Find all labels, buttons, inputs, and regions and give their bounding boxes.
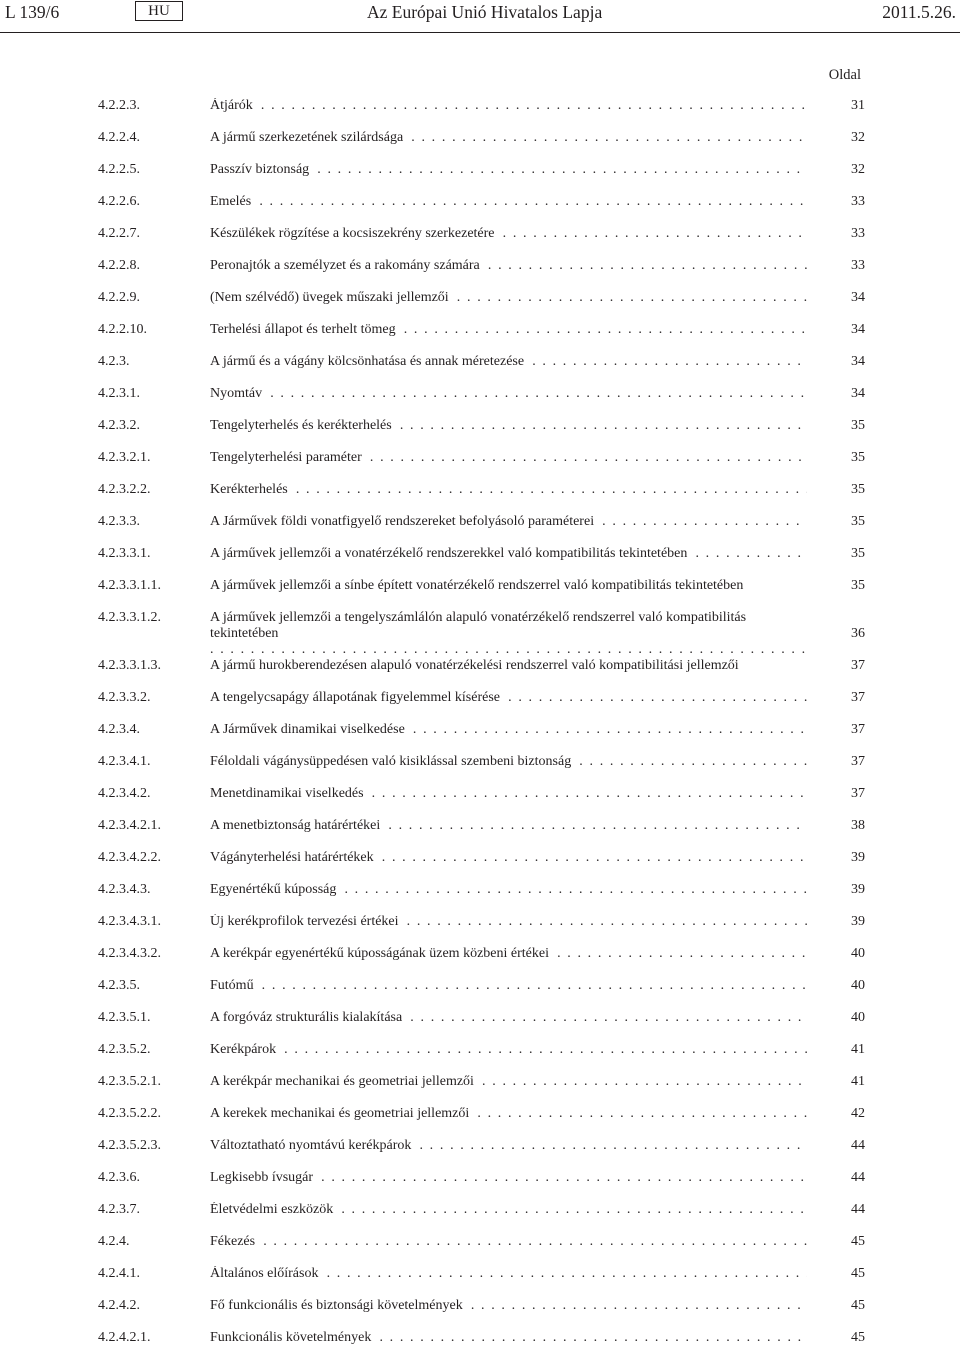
- toc-entry-page-number: 31: [851, 98, 865, 113]
- table-of-contents: [98, 90, 865, 1354]
- toc-entry-page-number: 41: [851, 1042, 865, 1057]
- toc-entry: [98, 1034, 865, 1066]
- toc-entry-title-container: [210, 354, 807, 370]
- toc-entry-number: 4.2.3.4.1.: [98, 754, 151, 769]
- toc-entry: [98, 778, 865, 810]
- page-column-heading: Oldal: [828, 67, 861, 83]
- toc-entry-number: 4.2.3.5.: [98, 978, 140, 993]
- toc-entry-page-number: 40: [851, 1010, 865, 1025]
- toc-entry-number: 4.2.3.7.: [98, 1202, 140, 1217]
- toc-entry-number: 4.2.3.5.2.: [98, 1042, 151, 1057]
- toc-entry-number: 4.2.4.2.: [98, 1298, 140, 1313]
- toc-entry-page-number: 35: [851, 514, 865, 529]
- toc-entry: [98, 154, 865, 186]
- journal-title: Az Európai Unió Hivatalos Lapja: [367, 2, 603, 22]
- toc-entry: [98, 1290, 865, 1322]
- toc-entry-title: A forgóváz strukturális kialakítása: [210, 1010, 405, 1025]
- toc-entry-title: Nyomtáv: [210, 386, 265, 401]
- toc-entry-title: A kerekek mechanikai és geometriai jellemzői: [210, 1106, 472, 1121]
- toc-entry-title: Általános előírások: [210, 1266, 321, 1281]
- toc-entry-title: Féloldali vágánysüppedésen való kisiklással szembeni biztonság: [210, 754, 574, 769]
- toc-entry: [98, 250, 865, 282]
- toc-entry-title: A járművek jellemzői a sínbe épített vonatérzékelő rendszerrel való kompatibilitás tekintetében: [210, 578, 746, 593]
- toc-entry-title-container: [210, 226, 807, 242]
- toc-entry-number: 4.2.3.4.3.1.: [98, 914, 161, 929]
- toc-entry-page-number: 37: [851, 690, 865, 705]
- toc-entry: [98, 714, 865, 746]
- toc-entry-page-number: 45: [851, 1234, 865, 1249]
- toc-entry-page-number: 38: [851, 818, 865, 833]
- toc-entry-page-number: 35: [851, 578, 865, 593]
- toc-entry-title: Funkcionális követelmények: [210, 1330, 374, 1345]
- toc-entry: [98, 1162, 865, 1194]
- toc-entry: [98, 506, 865, 538]
- toc-entry-page-number: 35: [851, 418, 865, 433]
- toc-entry-title: Tengelyterhelés és kerékterhelés: [210, 418, 395, 433]
- toc-entry-page-number: 45: [851, 1298, 865, 1313]
- toc-entry: [98, 474, 865, 506]
- toc-entry-title: Életvédelmi eszközök: [210, 1202, 336, 1217]
- toc-entry-title-container: [210, 818, 807, 834]
- toc-entry-title-container: [210, 578, 807, 594]
- toc-entry-number: 4.2.3.3.1.3.: [98, 658, 161, 673]
- toc-entry-title-container: [210, 850, 807, 866]
- toc-entry: [98, 1226, 865, 1258]
- toc-entry: [98, 810, 865, 842]
- toc-entry-page-number: 37: [851, 786, 865, 801]
- toc-entry: [98, 1194, 865, 1226]
- toc-entry-number: 4.2.3.3.2.: [98, 690, 151, 705]
- toc-entry-title-container: [210, 546, 807, 562]
- toc-entry: [98, 314, 865, 346]
- toc-entry-title: Átjárók: [210, 98, 256, 113]
- toc-entry-number: 4.2.2.8.: [98, 258, 140, 273]
- toc-entry: [98, 378, 865, 410]
- toc-entry: [98, 1098, 865, 1130]
- toc-entry-page-number: 39: [851, 882, 865, 897]
- toc-entry-title: A járművek jellemzői a tengelyszámlálón alapuló vonatérzékelő rendszerrel való kompatibilitás: [210, 610, 749, 625]
- toc-entry-number: 4.2.2.7.: [98, 226, 140, 241]
- toc-entry: [98, 538, 865, 570]
- toc-entry-number: 4.2.3.2.: [98, 418, 140, 433]
- toc-entry-title: A kerékpár egyenértékű kúposságának üzem közbeni értékei: [210, 946, 552, 961]
- toc-entry-number: 4.2.3.4.2.1.: [98, 818, 161, 833]
- toc-entry-title: Legkisebb ívsugár: [210, 1170, 316, 1185]
- toc-entry: [98, 906, 865, 938]
- toc-entry: [98, 682, 865, 714]
- toc-entry-page-number: 32: [851, 162, 865, 177]
- toc-entry-page-number: 35: [851, 482, 865, 497]
- toc-entry-page-number: 44: [851, 1138, 865, 1153]
- toc-entry-number: 4.2.3.4.3.: [98, 882, 151, 897]
- header-divider: [0, 32, 960, 33]
- toc-entry-title-container: [210, 754, 807, 770]
- toc-entry-page-number: 45: [851, 1266, 865, 1281]
- toc-entry-title: A Járművek földi vonatfigyelő rendszereket befolyásoló paraméterei: [210, 514, 597, 529]
- page-header: [0, 0, 960, 37]
- toc-entry: [98, 282, 865, 314]
- toc-entry-title: A járművek jellemzői a vonatérzékelő rendszerekkel való kompatibilitás tekintetében: [210, 546, 690, 561]
- toc-entry: [98, 602, 865, 650]
- toc-entry-title-container: [210, 690, 807, 706]
- toc-entry: [98, 842, 865, 874]
- toc-entry-title-container: [210, 1106, 807, 1122]
- toc-entry-title: (Nem szélvédő) üvegek műszaki jellemzői: [210, 290, 452, 305]
- toc-entry-title-container: [210, 1234, 807, 1250]
- toc-entry-number: 4.2.3.1.: [98, 386, 140, 401]
- toc-entry-number: 4.2.3.4.2.2.: [98, 850, 161, 865]
- toc-entry: [98, 186, 865, 218]
- toc-entry: [98, 570, 865, 602]
- toc-entry-number: 4.2.3.3.1.: [98, 546, 151, 561]
- toc-entry-title-container: [210, 322, 807, 338]
- toc-entry-title-container: [210, 290, 807, 306]
- toc-entry-page-number: 36: [851, 626, 865, 641]
- toc-entry-page-number: 37: [851, 658, 865, 673]
- toc-entry-page-number: 35: [851, 450, 865, 465]
- toc-entry-number: 4.2.3.5.2.3.: [98, 1138, 161, 1153]
- toc-entry-page-number: 39: [851, 850, 865, 865]
- toc-entry-page-number: 33: [851, 258, 865, 273]
- toc-entry-title: Kerékpárok: [210, 1042, 279, 1057]
- toc-entry-page-number: 33: [851, 194, 865, 209]
- toc-entry-title: Egyenértékű kúposság: [210, 882, 339, 897]
- toc-entry-page-number: 34: [851, 322, 865, 337]
- toc-entry-title: A Járművek dinamikai viselkedése: [210, 722, 408, 737]
- language-badge: HU: [135, 1, 183, 21]
- toc-entry-page-number: 40: [851, 978, 865, 993]
- toc-entry-title-container: [210, 1330, 807, 1346]
- toc-entry-number: 4.2.3.2.1.: [98, 450, 151, 465]
- toc-entry-title: Tengelyterhelési paraméter: [210, 450, 365, 465]
- toc-entry-title: Vágányterhelési határértékek: [210, 850, 377, 865]
- toc-entry-title: A jármű hurokberendezésen alapuló vonatérzékelési rendszerrel való kompatibilitási jellemzői: [210, 658, 742, 673]
- toc-entry: [98, 746, 865, 778]
- toc-entry-title-container: [210, 418, 807, 434]
- toc-entry-number: 4.2.3.2.2.: [98, 482, 151, 497]
- toc-entry-number: 4.2.2.6.: [98, 194, 140, 209]
- toc-entry-title-container: [210, 162, 807, 178]
- toc-entry-page-number: 37: [851, 754, 865, 769]
- toc-entry-page-number: 34: [851, 354, 865, 369]
- toc-entry-title: Menetdinamikai viselkedés: [210, 786, 367, 801]
- toc-entry-title-container: [210, 130, 807, 146]
- toc-entry-number: 4.2.3.5.1.: [98, 1010, 151, 1025]
- toc-entry-title-container: [210, 914, 807, 930]
- toc-entry-title: Futómű: [210, 978, 257, 993]
- toc-entry-title: A tengelycsapágy állapotának figyelemmel kísérése: [210, 690, 503, 705]
- toc-entry-title-container: [210, 1298, 807, 1314]
- toc-entry: [98, 1258, 865, 1290]
- toc-entry-title: A jármű szerkezetének szilárdsága: [210, 130, 406, 145]
- toc-entry: [98, 874, 865, 906]
- toc-entry-number: 4.2.3.3.1.1.: [98, 578, 161, 593]
- toc-entry-title-container: [210, 978, 807, 994]
- toc-entry-page-number: 32: [851, 130, 865, 145]
- toc-entry-title: Terhelési állapot és terhelt tömeg: [210, 322, 399, 337]
- toc-entry-number: 4.2.3.6.: [98, 1170, 140, 1185]
- toc-entry-number: 4.2.3.5.2.2.: [98, 1106, 161, 1121]
- toc-entry-page-number: 35: [851, 546, 865, 561]
- toc-entry-title-container: [210, 722, 807, 738]
- toc-entry-number: 4.2.3.3.1.2.: [98, 610, 161, 625]
- toc-entry-title: Passzív biztonság: [210, 162, 312, 177]
- toc-entry-title: Kerékterhelés: [210, 482, 291, 497]
- toc-entry-title: A kerékpár mechanikai és geometriai jellemzői: [210, 1074, 477, 1089]
- toc-entry-page-number: 34: [851, 290, 865, 305]
- toc-entry-title: Fő funkcionális és biztonsági követelmények: [210, 1298, 466, 1313]
- toc-entry-title-container: [210, 1266, 807, 1282]
- toc-entry-number: 4.2.3.3.: [98, 514, 140, 529]
- publication-date: 2011.5.26.: [882, 2, 956, 22]
- toc-entry-page-number: 33: [851, 226, 865, 241]
- page-reference: L 139/6: [5, 2, 60, 22]
- toc-entry-number: 4.2.2.5.: [98, 162, 140, 177]
- toc-entry-number: 4.2.2.9.: [98, 290, 140, 305]
- toc-entry: [98, 1322, 865, 1354]
- toc-entry: [98, 410, 865, 442]
- toc-entry: [98, 1130, 865, 1162]
- toc-entry-title: A menetbiztonság határértékei: [210, 818, 383, 833]
- toc-entry-number: 4.2.3.4.2.: [98, 786, 151, 801]
- toc-entry-title: Készülékek rögzítése a kocsiszekrény szerkezetére: [210, 226, 498, 241]
- toc-entry-title-container: [210, 1170, 807, 1186]
- toc-entry-number: 4.2.2.4.: [98, 130, 140, 145]
- toc-entry-page-number: 41: [851, 1074, 865, 1089]
- toc-entry-title-container: [210, 882, 807, 898]
- toc-entry-title: Változtatható nyomtávú kerékpárok: [210, 1138, 414, 1153]
- toc-entry-number: 4.2.3.4.3.2.: [98, 946, 161, 961]
- toc-entry-number: 4.2.4.: [98, 1234, 130, 1249]
- toc-entry-title-container: [210, 658, 807, 674]
- toc-entry-title-container: [210, 786, 807, 802]
- toc-entry-page-number: 45: [851, 1330, 865, 1345]
- toc-entry: [98, 1002, 865, 1034]
- toc-entry-number: 4.2.4.2.1.: [98, 1330, 151, 1345]
- toc-entry-title-container: [210, 386, 807, 402]
- toc-entry: [98, 1066, 865, 1098]
- toc-entry-number: 4.2.3.5.2.1.: [98, 1074, 161, 1089]
- toc-entry-title: Új kerékprofilok tervezési értékei: [210, 914, 402, 929]
- toc-entry: [98, 970, 865, 1002]
- toc-entry-title: Peronajtók a személyzet és a rakomány számára: [210, 258, 483, 273]
- toc-entry: [98, 938, 865, 970]
- toc-entry: [98, 122, 865, 154]
- toc-entry: [98, 346, 865, 378]
- toc-entry-title-container: [210, 1138, 807, 1154]
- toc-entry: [98, 218, 865, 250]
- toc-entry-title: A jármű és a vágány kölcsönhatása és annak méretezése: [210, 354, 527, 369]
- toc-entry-title-continuation: tekintetében: [210, 626, 281, 641]
- toc-entry: [98, 650, 865, 682]
- toc-entry-title-container: [210, 1042, 807, 1058]
- toc-entry-title-container: [210, 1202, 807, 1218]
- toc-entry-number: 4.2.2.10.: [98, 322, 147, 337]
- toc-entry: [98, 442, 865, 474]
- toc-entry-page-number: 34: [851, 386, 865, 401]
- toc-entry-page-number: 44: [851, 1170, 865, 1185]
- toc-entry-title-container: [210, 482, 807, 498]
- toc-entry-title-container: [210, 258, 807, 274]
- toc-entry: [98, 90, 865, 122]
- toc-entry-page-number: 39: [851, 914, 865, 929]
- toc-entry-page-number: 40: [851, 946, 865, 961]
- toc-entry-title-container: [210, 194, 807, 210]
- toc-entry-title-container: [210, 450, 807, 466]
- toc-entry-title: Emelés: [210, 194, 254, 209]
- toc-entry-number: 4.2.4.1.: [98, 1266, 140, 1281]
- toc-entry-number: 4.2.3.: [98, 354, 130, 369]
- toc-entry-page-number: 37: [851, 722, 865, 737]
- toc-entry-page-number: 42: [851, 1106, 865, 1121]
- toc-entry-number: 4.2.3.4.: [98, 722, 140, 737]
- toc-entry-title-container: [210, 98, 807, 114]
- toc-entry-title-container: [210, 946, 807, 962]
- toc-entry-title-container: [210, 1010, 807, 1026]
- toc-entry-number: 4.2.2.3.: [98, 98, 140, 113]
- toc-entry-title-container: [210, 514, 807, 530]
- toc-entry-title: Fékezés: [210, 1234, 258, 1249]
- toc-entry-title-container: [210, 1074, 807, 1090]
- toc-entry-page-number: 44: [851, 1202, 865, 1217]
